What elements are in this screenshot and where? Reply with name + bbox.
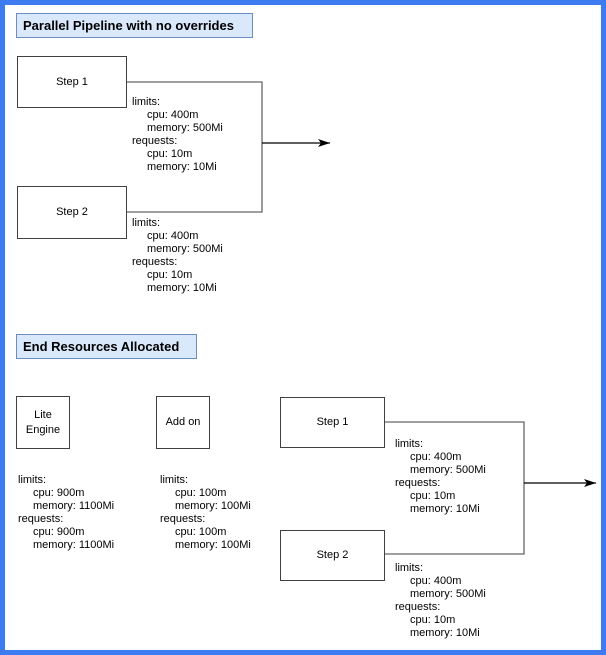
resource-line: memory: 1100Mi — [33, 500, 115, 512]
resource-line: cpu: 10m — [147, 269, 193, 281]
resource-line: requests: — [395, 601, 441, 613]
resource-line: memory: 500Mi — [410, 464, 486, 476]
section2-step2-resources — [395, 562, 486, 640]
resource-line: cpu: 900m — [33, 526, 85, 538]
resource-line: cpu: 10m — [147, 148, 193, 160]
section2-addon-resources — [160, 474, 251, 552]
resource-line: cpu: 10m — [410, 490, 456, 502]
resource-line: memory: 100Mi — [175, 500, 251, 512]
section1-step2-node — [17, 186, 127, 239]
resource-line: memory: 10Mi — [410, 503, 480, 515]
section2-title — [16, 334, 197, 359]
section1-step2-label: Step 2 — [56, 206, 88, 218]
resource-line: limits: — [395, 438, 424, 450]
section2-lite-engine-label: Lite Engine — [25, 408, 61, 436]
resource-line: cpu: 400m — [147, 230, 199, 242]
section1-title — [16, 13, 253, 38]
resource-line: memory: 10Mi — [410, 627, 480, 639]
resource-line: requests: — [160, 513, 206, 525]
resource-line: memory: 500Mi — [147, 243, 223, 255]
resource-line: requests: — [18, 513, 64, 525]
resource-line: requests: — [132, 256, 178, 268]
section2-step1-label: Step 1 — [316, 416, 349, 428]
section2-step2-label: Step 2 — [316, 549, 349, 561]
resource-line: requests: — [395, 477, 441, 489]
resource-line: memory: 10Mi — [147, 282, 217, 294]
resource-line: limits: — [18, 474, 47, 486]
section2-step2-node — [280, 530, 385, 581]
section1-step1-resources — [132, 96, 223, 174]
resource-line: limits: — [395, 562, 424, 574]
resource-line: memory: 100Mi — [175, 539, 251, 551]
resource-line: cpu: 900m — [33, 487, 85, 499]
section1-title-text: Parallel Pipeline with no overrides — [23, 18, 234, 33]
section2-lite-engine-node — [16, 396, 70, 449]
resource-line: memory: 10Mi — [147, 161, 217, 173]
section1-step2-resources — [132, 217, 223, 295]
resource-line: memory: 500Mi — [410, 588, 486, 600]
resource-line: limits: — [160, 474, 189, 486]
resource-line: limits: — [132, 217, 161, 229]
section2-step1-resources — [395, 438, 486, 516]
resource-line: cpu: 100m — [175, 487, 227, 499]
section2-step1-node — [280, 397, 385, 448]
section1-step1-node — [17, 56, 127, 108]
resource-line: limits: — [132, 96, 161, 108]
resource-line: cpu: 10m — [410, 614, 456, 626]
section2-addon-node — [156, 396, 210, 449]
resource-line: cpu: 400m — [410, 575, 462, 587]
section2-addon-label: Add on — [165, 416, 201, 428]
resource-line: memory: 500Mi — [147, 122, 223, 134]
resource-line: cpu: 400m — [410, 451, 462, 463]
resource-line: cpu: 100m — [175, 526, 227, 538]
section2-lite-engine-resources — [18, 474, 114, 552]
section1-step1-label: Step 1 — [56, 75, 88, 88]
resource-line: cpu: 400m — [147, 109, 199, 121]
section2-title-text: End Resources Allocated — [23, 339, 180, 354]
resource-line: requests: — [132, 135, 178, 147]
resource-line: memory: 1100Mi — [33, 539, 115, 551]
